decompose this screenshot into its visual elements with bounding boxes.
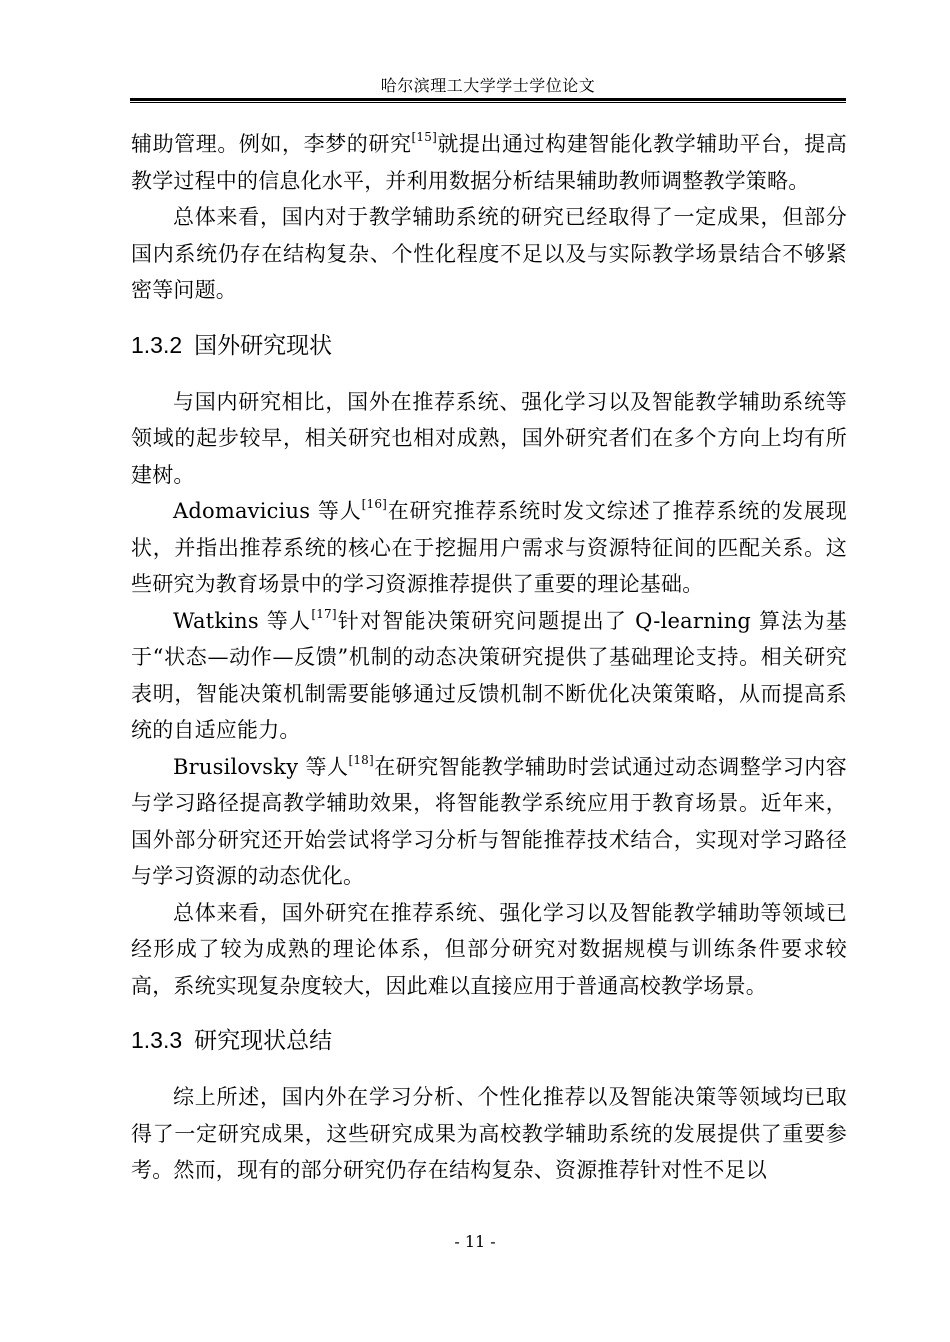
paragraph-domestic-summary: 总体来看，国内对于教学辅助系统的研究已经取得了一定成果，但部分国内系统仍存在结构复杂、个性化程度不足以及与实际教学场景结合不够紧密等问题。 [131, 205, 847, 302]
section-heading-1-3-2 [131, 325, 847, 366]
citation-ref: [16] [361, 497, 388, 511]
citation-ref: [17] [311, 606, 337, 621]
paragraph-foreign-summary: 总体来看，国外研究在推荐系统、强化学习以及智能教学辅助等领域已经形成了较为成熟的理论体系，但部分研究对数据规模与训练条件要求较高，系统实现复杂度较大，因此难以直接应用于普通高校教学场景。 [131, 900, 847, 998]
body-text [131, 126, 847, 1189]
paragraph-text: Brusilovsky 等人 [173, 754, 349, 779]
section-number: 1.3.3 [131, 1027, 183, 1053]
paragraph-text: 就提出通过构建智能化教学辅助平台，提高教学过程中的信息化水平，并利用数据分析结果辅助教师调整教学策略。 [131, 132, 847, 193]
citation-ref: [18] [348, 752, 374, 767]
paragraph-text: 针对智能决策研究问题提出了 Q-learning 算法为基于“状态—动作—反馈”机制的动态决策研究提供了基础理论支持。相关研究表明，智能决策机制需要能够通过反馈机制不断优化决策策略，从而提高系统的自适应能力。 [131, 608, 847, 742]
paragraph-text: 在研究智能教学辅助时尝试通过动态调整学习内容与学习路径提高教学辅助效果，将智能教学系统应用于教育场景。近年来，国外部分研究还开始尝试将学习分析与智能推荐技术结合，实现对学习路径与学习资源的动态优化。 [131, 754, 847, 888]
paragraph-text: 辅助管理。例如，李梦的研究 [131, 132, 412, 156]
paragraph-domestic-example [131, 126, 847, 199]
paragraph-text: Adomavicius 等人 [173, 499, 362, 523]
paragraph-text: Watkins 等人 [173, 608, 312, 633]
paragraph-brusilovsky [131, 749, 847, 895]
section-heading-1-3-3 [131, 1020, 847, 1061]
paragraph-adomavicius [131, 493, 847, 603]
header-rule [130, 98, 846, 103]
paragraph-text: 在研究推荐系统时发文综述了推荐系统的发展现状，并指出推荐系统的核心在于挖掘用户需求与资源特征间的匹配关系。这些研究为教育场景中的学习资源推荐提供了重要的理论基础。 [131, 499, 847, 596]
paragraph-foreign-intro: 与国内研究相比，国外在推荐系统、强化学习以及智能教学辅助系统等领域的起步较早，相关研究也相对成熟，国外研究者们在多个方向上均有所建树。 [131, 389, 847, 487]
section-number: 1.3.2 [131, 331, 183, 358]
running-header: 哈尔滨理工大学学士学位论文 [380, 76, 596, 95]
paragraph-watkins [131, 603, 847, 749]
page-number: - 11 - [454, 1232, 496, 1251]
citation-ref: [15] [411, 130, 437, 144]
section-title: 国外研究现状 [194, 332, 333, 359]
paragraph-overall-summary: 综上所述，国内外在学习分析、个性化推荐以及智能决策等领域均已取得了一定研究成果，这些研究成果为高校教学辅助系统的发展提供了重要参考。然而，现有的部分研究仍存在结构复杂、资源推荐针对性不足以 [131, 1085, 847, 1182]
section-title: 研究现状总结 [194, 1028, 333, 1054]
